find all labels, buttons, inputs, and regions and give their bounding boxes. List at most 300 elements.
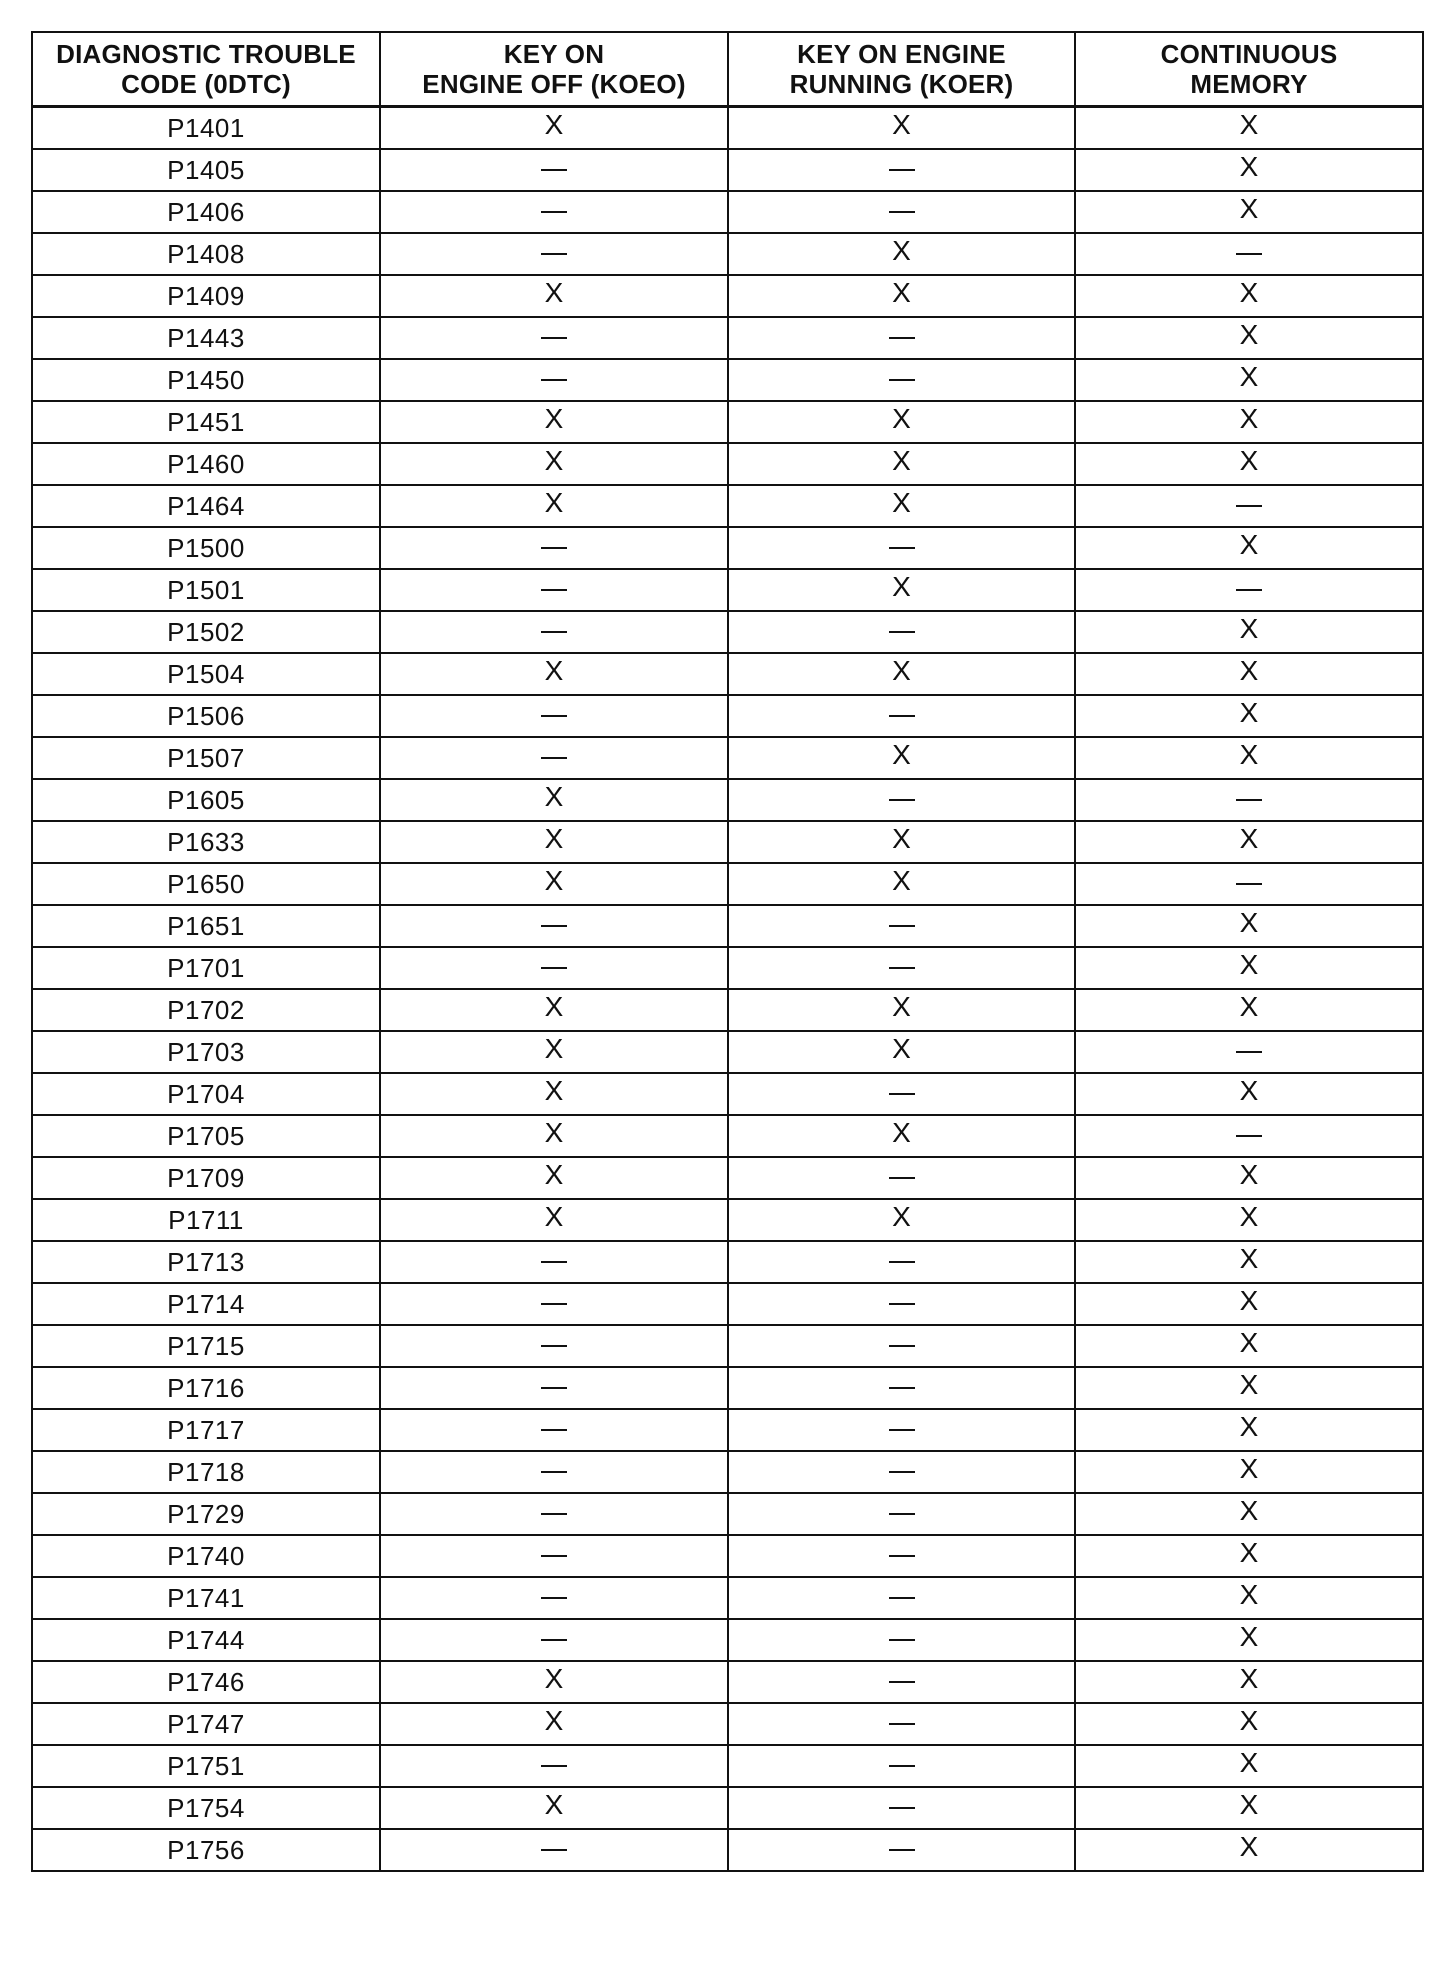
not-applicable-dash (541, 253, 567, 255)
cell-memory (1075, 149, 1423, 191)
dtc-code: P1751 (167, 1751, 245, 1781)
applicable-mark: X (1239, 319, 1259, 350)
table-row (32, 863, 1423, 905)
dtc-code: P1506 (167, 701, 245, 731)
not-applicable-dash (889, 1261, 915, 1263)
applicable-mark: X (1239, 1243, 1259, 1274)
cell-koeo (380, 1619, 728, 1661)
not-applicable-dash (541, 337, 567, 339)
cell-koer (728, 149, 1075, 191)
cell-memory (1075, 863, 1423, 905)
cell-koeo (380, 779, 728, 821)
applicable-mark: X (892, 823, 911, 854)
applicable-mark: X (544, 487, 564, 518)
applicable-mark: X (1239, 445, 1259, 476)
cell-koer (728, 443, 1075, 485)
cell-koeo (380, 401, 728, 443)
cell-memory (1075, 1535, 1423, 1577)
not-applicable-dash (889, 1555, 915, 1557)
cell-code (32, 1619, 380, 1661)
not-applicable-dash (541, 967, 567, 969)
not-applicable-dash (889, 379, 915, 381)
table-row (32, 989, 1423, 1031)
applicable-mark: X (544, 865, 564, 896)
cell-code (32, 947, 380, 989)
applicable-mark: X (1239, 823, 1259, 854)
cell-code (32, 485, 380, 527)
dtc-code: P1504 (167, 659, 245, 689)
applicable-mark: X (544, 991, 564, 1022)
cell-memory (1075, 1073, 1423, 1115)
applicable-mark: X (544, 655, 564, 686)
cell-koer (728, 1241, 1075, 1283)
cell-koeo (380, 317, 728, 359)
applicable-mark: X (892, 235, 911, 266)
dtc-table (31, 31, 1424, 1872)
cell-koer (728, 1619, 1075, 1661)
header-koeo (380, 32, 728, 107)
cell-koer (728, 1787, 1075, 1829)
cell-memory (1075, 107, 1423, 150)
cell-code (32, 1241, 380, 1283)
cell-memory (1075, 1199, 1423, 1241)
applicable-mark: X (892, 277, 911, 308)
cell-koeo (380, 1661, 728, 1703)
dtc-code: P1650 (167, 869, 245, 899)
cell-memory (1075, 989, 1423, 1031)
dtc-table-container (31, 31, 1422, 1872)
cell-code (32, 191, 380, 233)
cell-memory (1075, 821, 1423, 863)
not-applicable-dash (1236, 505, 1262, 507)
cell-koeo (380, 947, 728, 989)
applicable-mark: X (1239, 529, 1259, 560)
cell-code (32, 863, 380, 905)
dtc-code: P1401 (167, 113, 245, 143)
cell-koer (728, 1325, 1075, 1367)
cell-koer (728, 863, 1075, 905)
cell-code (32, 1829, 380, 1871)
applicable-mark: X (892, 403, 911, 434)
applicable-mark: X (544, 823, 564, 854)
cell-koer (728, 611, 1075, 653)
applicable-mark: X (1239, 1453, 1259, 1484)
cell-memory (1075, 1829, 1423, 1871)
dtc-code: P1408 (167, 239, 245, 269)
cell-koeo (380, 1031, 728, 1073)
not-applicable-dash (889, 1387, 915, 1389)
not-applicable-dash (889, 1303, 915, 1305)
header-dtc-line-1: DIAGNOSTIC TROUBLE (56, 39, 356, 69)
applicable-mark: X (1239, 1495, 1259, 1526)
table-row (32, 317, 1423, 359)
applicable-mark: X (1239, 739, 1259, 770)
header-koeo-line-2: ENGINE OFF (KOEO) (422, 69, 686, 99)
cell-koer (728, 1493, 1075, 1535)
table-row (32, 1829, 1423, 1871)
cell-memory (1075, 1577, 1423, 1619)
cell-koeo (380, 1367, 728, 1409)
not-applicable-dash (541, 379, 567, 381)
cell-code (32, 1703, 380, 1745)
cell-koer (728, 947, 1075, 989)
cell-code (32, 443, 380, 485)
applicable-mark: X (1239, 193, 1259, 224)
not-applicable-dash (541, 1261, 567, 1263)
cell-code (32, 527, 380, 569)
not-applicable-dash (889, 547, 915, 549)
applicable-mark: X (1239, 697, 1259, 728)
not-applicable-dash (889, 799, 915, 801)
cell-memory (1075, 1661, 1423, 1703)
table-row (32, 611, 1423, 653)
applicable-mark: X (1239, 1369, 1259, 1400)
dtc-code: P1714 (167, 1289, 245, 1319)
applicable-mark: X (544, 1201, 564, 1232)
dtc-code: P1701 (167, 953, 245, 983)
cell-koeo (380, 737, 728, 779)
not-applicable-dash (889, 1345, 915, 1347)
applicable-mark: X (544, 1789, 564, 1820)
cell-koeo (380, 1325, 728, 1367)
table-row (32, 485, 1423, 527)
applicable-mark: X (1239, 1747, 1259, 1778)
not-applicable-dash (541, 1387, 567, 1389)
dtc-code: P1443 (167, 323, 245, 353)
not-applicable-dash (541, 1597, 567, 1599)
cell-koeo (380, 233, 728, 275)
cell-koeo (380, 1157, 728, 1199)
applicable-mark: X (1239, 151, 1259, 182)
dtc-code: P1451 (167, 407, 245, 437)
cell-memory (1075, 1451, 1423, 1493)
cell-koeo (380, 569, 728, 611)
cell-memory (1075, 443, 1423, 485)
cell-code (32, 1535, 380, 1577)
applicable-mark: X (544, 109, 564, 140)
not-applicable-dash (889, 1093, 915, 1095)
cell-code (32, 317, 380, 359)
not-applicable-dash (541, 1513, 567, 1515)
not-applicable-dash (541, 715, 567, 717)
cell-koeo (380, 1745, 728, 1787)
cell-code (32, 401, 380, 443)
table-row (32, 1325, 1423, 1367)
table-row (32, 905, 1423, 947)
cell-koeo (380, 1073, 728, 1115)
not-applicable-dash (889, 1681, 915, 1683)
table-row (32, 1283, 1423, 1325)
applicable-mark: X (544, 403, 564, 434)
not-applicable-dash (889, 1471, 915, 1473)
dtc-code: P1717 (167, 1415, 245, 1445)
cell-koer (728, 233, 1075, 275)
applicable-mark: X (1239, 1285, 1259, 1316)
cell-koeo (380, 1787, 728, 1829)
cell-koeo (380, 1535, 728, 1577)
applicable-mark: X (1239, 1201, 1259, 1232)
cell-koeo (380, 1703, 728, 1745)
table-row (32, 653, 1423, 695)
applicable-mark: X (544, 1033, 564, 1064)
cell-memory (1075, 653, 1423, 695)
cell-koeo (380, 107, 728, 150)
cell-code (32, 1367, 380, 1409)
cell-koer (728, 821, 1075, 863)
dtc-code: P1502 (167, 617, 245, 647)
dtc-code: P1711 (168, 1205, 244, 1235)
cell-memory (1075, 1619, 1423, 1661)
not-applicable-dash (889, 1849, 915, 1851)
table-row (32, 1493, 1423, 1535)
header-memory-line-1: CONTINUOUS (1160, 39, 1338, 69)
dtc-code: P1741 (167, 1583, 245, 1613)
cell-koeo (380, 1493, 728, 1535)
not-applicable-dash (889, 1639, 915, 1641)
cell-koer (728, 1535, 1075, 1577)
cell-code (32, 1031, 380, 1073)
cell-code (32, 359, 380, 401)
applicable-mark: X (1239, 1831, 1259, 1862)
dtc-code: P1409 (167, 281, 245, 311)
not-applicable-dash (889, 1513, 915, 1515)
dtc-code: P1715 (167, 1331, 245, 1361)
dtc-code: P1754 (167, 1793, 245, 1823)
cell-koeo (380, 1115, 728, 1157)
cell-code (32, 149, 380, 191)
applicable-mark: X (544, 781, 564, 812)
cell-memory (1075, 191, 1423, 233)
cell-code (32, 905, 380, 947)
cell-code (32, 1073, 380, 1115)
cell-koer (728, 1115, 1075, 1157)
cell-koeo (380, 1283, 728, 1325)
not-applicable-dash (541, 1639, 567, 1641)
cell-koeo (380, 359, 728, 401)
cell-koer (728, 779, 1075, 821)
not-applicable-dash (541, 1555, 567, 1557)
cell-koer (728, 317, 1075, 359)
cell-code (32, 821, 380, 863)
cell-code (32, 107, 380, 150)
cell-memory (1075, 1115, 1423, 1157)
cell-memory (1075, 275, 1423, 317)
cell-code (32, 737, 380, 779)
not-applicable-dash (541, 169, 567, 171)
not-applicable-dash (541, 757, 567, 759)
cell-koer (728, 1283, 1075, 1325)
applicable-mark: X (1239, 1159, 1259, 1190)
dtc-code: P1716 (167, 1373, 245, 1403)
dtc-code: P1705 (167, 1121, 245, 1151)
applicable-mark: X (544, 1117, 564, 1148)
applicable-mark: X (1239, 109, 1259, 140)
cell-memory (1075, 569, 1423, 611)
applicable-mark: X (1239, 655, 1259, 686)
cell-koer (728, 905, 1075, 947)
cell-koer (728, 359, 1075, 401)
not-applicable-dash (541, 1429, 567, 1431)
applicable-mark: X (1239, 403, 1259, 434)
cell-code (32, 1493, 380, 1535)
dtc-code: P1507 (167, 743, 245, 773)
cell-koer (728, 653, 1075, 695)
cell-koer (728, 1703, 1075, 1745)
cell-koer (728, 107, 1075, 150)
cell-koeo (380, 1199, 728, 1241)
not-applicable-dash (1236, 253, 1262, 255)
applicable-mark: X (892, 1117, 911, 1148)
cell-koer (728, 695, 1075, 737)
cell-memory (1075, 1409, 1423, 1451)
not-applicable-dash (1236, 1135, 1262, 1137)
not-applicable-dash (889, 337, 915, 339)
applicable-mark: X (1239, 907, 1259, 938)
cell-koer (728, 401, 1075, 443)
cell-code (32, 569, 380, 611)
cell-code (32, 1283, 380, 1325)
table-row (32, 1031, 1423, 1073)
cell-memory (1075, 1241, 1423, 1283)
table-row (32, 569, 1423, 611)
cell-code (32, 1451, 380, 1493)
cell-koer (728, 1199, 1075, 1241)
dtc-code: P1460 (167, 449, 245, 479)
applicable-mark: X (1239, 1579, 1259, 1610)
cell-code (32, 1115, 380, 1157)
cell-koer (728, 1073, 1075, 1115)
not-applicable-dash (541, 1303, 567, 1305)
applicable-mark: X (1239, 1411, 1259, 1442)
applicable-mark: X (1239, 361, 1259, 392)
cell-koer (728, 485, 1075, 527)
dtc-code: P1605 (167, 785, 245, 815)
dtc-code: P1704 (167, 1079, 245, 1109)
header-dtc-line-2: CODE (0DTC) (121, 69, 291, 99)
applicable-mark: X (544, 445, 564, 476)
cell-memory (1075, 1367, 1423, 1409)
header-memory-line-2: MEMORY (1190, 69, 1308, 99)
cell-koeo (380, 275, 728, 317)
cell-memory (1075, 1493, 1423, 1535)
table-row (32, 359, 1423, 401)
not-applicable-dash (889, 1723, 915, 1725)
header-koer (728, 32, 1075, 107)
dtc-code: P1405 (167, 155, 245, 185)
table-row (32, 1241, 1423, 1283)
cell-koer (728, 1661, 1075, 1703)
applicable-mark: X (544, 1705, 564, 1736)
not-applicable-dash (1236, 883, 1262, 885)
dtc-code: P1713 (167, 1247, 245, 1277)
cell-koeo (380, 149, 728, 191)
not-applicable-dash (541, 1765, 567, 1767)
cell-koer (728, 527, 1075, 569)
applicable-mark: X (892, 1033, 911, 1064)
cell-code (32, 611, 380, 653)
applicable-mark: X (892, 655, 911, 686)
header-koeo-line-1: KEY ON (503, 39, 605, 69)
cell-koer (728, 1577, 1075, 1619)
cell-memory (1075, 1745, 1423, 1787)
cell-memory (1075, 1325, 1423, 1367)
applicable-mark: X (892, 739, 911, 770)
cell-koeo (380, 905, 728, 947)
cell-code (32, 233, 380, 275)
table-row (32, 233, 1423, 275)
dtc-code: P1756 (167, 1835, 245, 1865)
cell-memory (1075, 233, 1423, 275)
cell-koer (728, 1409, 1075, 1451)
dtc-code: P1633 (167, 827, 245, 857)
not-applicable-dash (541, 1471, 567, 1473)
applicable-mark: X (1239, 1663, 1259, 1694)
cell-memory (1075, 317, 1423, 359)
cell-memory (1075, 905, 1423, 947)
dtc-code: P1702 (167, 995, 245, 1025)
cell-memory (1075, 485, 1423, 527)
cell-memory (1075, 737, 1423, 779)
cell-memory (1075, 359, 1423, 401)
cell-koer (728, 737, 1075, 779)
not-applicable-dash (541, 1849, 567, 1851)
applicable-mark: X (1239, 1789, 1259, 1820)
not-applicable-dash (1236, 799, 1262, 801)
cell-koeo (380, 1409, 728, 1451)
cell-koeo (380, 989, 728, 1031)
applicable-mark: X (1239, 277, 1259, 308)
header-row (32, 32, 1423, 107)
header-continuous-memory (1075, 32, 1423, 107)
applicable-mark: X (544, 1075, 564, 1106)
cell-koer (728, 1829, 1075, 1871)
dtc-code: P1464 (167, 491, 245, 521)
dtc-code: P1501 (167, 575, 245, 605)
cell-code (32, 779, 380, 821)
cell-koer (728, 191, 1075, 233)
header-koer-line-2: RUNNING (KOER) (789, 69, 1014, 99)
cell-koer (728, 1451, 1075, 1493)
table-row (32, 947, 1423, 989)
not-applicable-dash (1236, 1051, 1262, 1053)
dtc-code: P1500 (167, 533, 245, 563)
dtc-code: P1406 (167, 197, 245, 227)
applicable-mark: X (892, 571, 911, 602)
dtc-code: P1744 (167, 1625, 245, 1655)
dtc-code: P1709 (167, 1163, 245, 1193)
not-applicable-dash (889, 1177, 915, 1179)
cell-koeo (380, 821, 728, 863)
cell-memory (1075, 947, 1423, 989)
not-applicable-dash (1236, 589, 1262, 591)
not-applicable-dash (889, 715, 915, 717)
applicable-mark: X (1239, 1621, 1259, 1652)
header-koer-line-1: KEY ON ENGINE (797, 39, 1006, 69)
applicable-mark: X (892, 865, 911, 896)
table-row (32, 1619, 1423, 1661)
table-row (32, 1703, 1423, 1745)
cell-memory (1075, 695, 1423, 737)
dtc-code: P1703 (167, 1037, 245, 1067)
table-row (32, 527, 1423, 569)
not-applicable-dash (889, 1597, 915, 1599)
applicable-mark: X (1239, 1705, 1259, 1736)
cell-memory (1075, 779, 1423, 821)
cell-code (32, 989, 380, 1031)
table-row (32, 443, 1423, 485)
cell-koeo (380, 1241, 728, 1283)
cell-memory (1075, 611, 1423, 653)
